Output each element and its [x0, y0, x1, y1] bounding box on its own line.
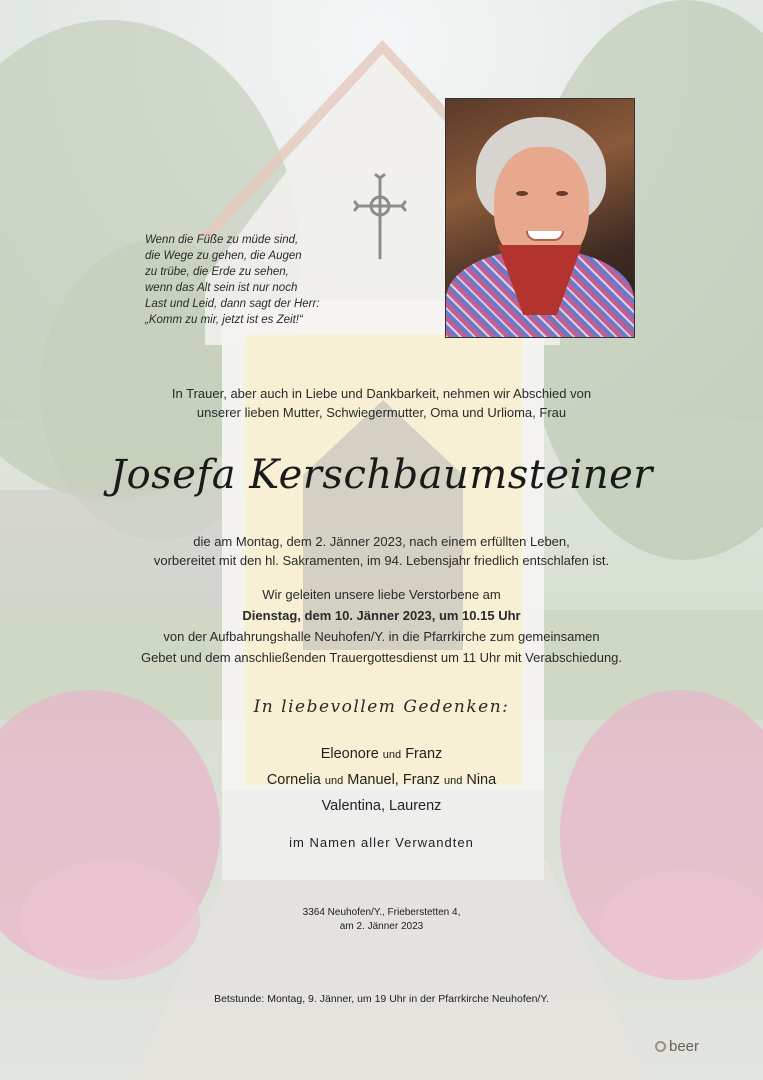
poem-line: Wenn die Füße zu müde sind,: [145, 234, 299, 246]
address-block: [0, 906, 763, 934]
intro-line: In Trauer, aber auch in Liebe und Dankbarkeit, nehmen wir Abschied von: [171, 386, 592, 401]
logo-text: beer: [669, 1038, 700, 1055]
address-line: 3364 Neuhofen/Y., Frieberstetten 4,: [302, 907, 461, 918]
funeral-date: Dienstag, dem 10. Jänner 2023, um 10.15 Uhr: [242, 608, 521, 623]
poem: [145, 232, 385, 328]
portrait-photo: [445, 98, 635, 338]
poem-line: Last und Leid, dann sagt der Herr:: [145, 298, 320, 310]
portrait-eye-right: [556, 191, 568, 196]
family-list: [0, 742, 763, 819]
intro-line: unserer lieben Mutter, Schwiegermutter, Oma und Urlioma, Frau: [196, 405, 567, 420]
escort-line: Gebet und dem anschließenden Trauergottesdienst um 11 Uhr mit Verabschiedung.: [140, 650, 623, 665]
prayer-hour-note: Betstunde: Montag, 9. Jänner, um 19 Uhr in der Pfarrkirche Neuhofen/Y.: [214, 993, 549, 1005]
poem-line: die Wege zu gehen, die Augen: [145, 250, 302, 262]
logo-ring-icon: [655, 1041, 666, 1052]
passing-line: die am Montag, dem 2. Jänner 2023, nach einem erfüllten Leben,: [193, 534, 570, 549]
family-row: [0, 768, 763, 794]
portrait-eye-left: [516, 191, 528, 196]
family-member: Eleonore: [320, 746, 379, 762]
poem-line: zu trübe, die Erde zu sehen,: [145, 266, 289, 278]
passing-line: vorbereitet mit den hl. Sakramenten, im 94. Lebensjahr friedlich entschlafen ist.: [153, 553, 610, 568]
conjunction: und: [443, 775, 463, 787]
conjunction: und: [382, 749, 402, 761]
conjunction: und: [324, 775, 344, 787]
family-member: Cornelia: [266, 772, 321, 788]
portrait-smile: [526, 231, 564, 241]
escort-line: von der Aufbahrungshalle Neuhofen/Y. in die Pfarrkirche zum gemeinsamen: [163, 629, 600, 644]
relatives-note: im Namen aller Verwandten: [289, 835, 474, 850]
memory-heading: In liebevollem Gedenken:: [253, 697, 510, 717]
family-row: Valentina, Laurenz: [321, 798, 442, 814]
deceased-name: Josefa Kerschbaumsteiner: [110, 452, 653, 498]
family-member: Manuel, Franz: [347, 772, 440, 788]
family-member: Nina: [466, 772, 497, 788]
intro-text: [0, 384, 763, 422]
funeral-details: [0, 584, 763, 668]
escort-line: Wir geleiten unsere liebe Verstorbene am: [262, 587, 501, 602]
family-member: Franz: [405, 746, 443, 762]
poem-line: „Komm zu mir, jetzt ist es Zeit!“: [145, 314, 303, 326]
address-date: am 2. Jänner 2023: [339, 921, 424, 932]
poem-line: wenn das Alt sein ist nur noch: [145, 282, 298, 294]
logo: [655, 1038, 699, 1055]
family-row: [0, 742, 763, 768]
passing-text: [0, 532, 763, 570]
